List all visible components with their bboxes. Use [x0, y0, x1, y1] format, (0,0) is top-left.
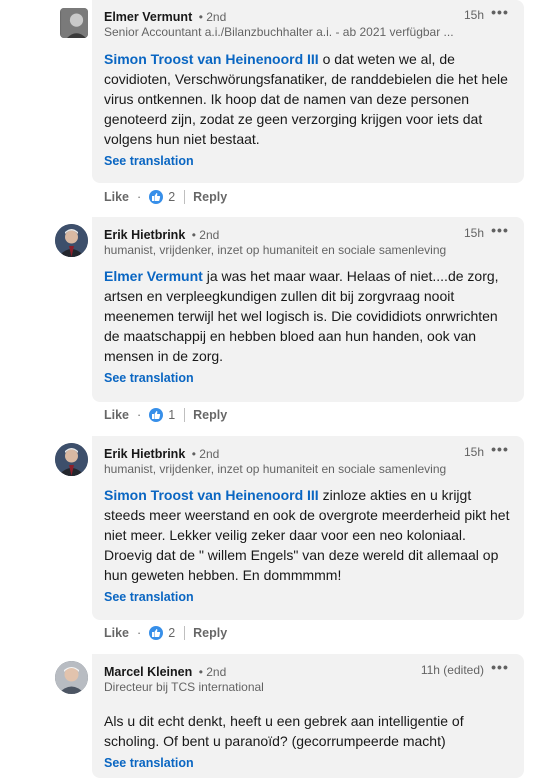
profile-photo-icon [55, 443, 88, 476]
comment-text [104, 266, 512, 366]
reply-button[interactable]: Reply [193, 190, 228, 204]
mention-link[interactable]: Elmer Vermunt [104, 268, 203, 284]
thumbs-up-icon [149, 190, 163, 204]
like-button[interactable]: Like [104, 626, 130, 640]
separator-dot: · [137, 626, 142, 640]
avatar[interactable] [55, 661, 88, 694]
comment-header [104, 222, 512, 242]
timestamp: 15h [463, 8, 484, 22]
comment-body: zinloze akties en u krijgt steeds meer weerstand en ook de overgrote meerderheid pikt het niet meer. Lekker veilig zeker daar voor een neo koloniaal. Droevig dat de " willem Engels" van deze wereld dit allemaal op hun geweten hebben. En dommmmm! [104, 487, 510, 583]
author-name[interactable]: Erik Hietbrink [104, 447, 186, 461]
comment-bubble [92, 436, 524, 620]
author-headline: Senior Accountant a.i./Bilanzbuchhalter a.i. - ab 2021 verfügbar ... [104, 25, 454, 39]
see-translation-link[interactable]: See translation [104, 371, 194, 385]
like-button[interactable]: Like [104, 190, 130, 204]
comment-actions [104, 405, 227, 425]
author-name[interactable]: Elmer Vermunt [104, 10, 193, 24]
avatar[interactable] [55, 224, 88, 257]
reply-button[interactable]: Reply [193, 408, 228, 422]
comment-body: Als u dit echt denkt, heeft u een gebrek aan intelligentie of scholing. Of bent u paranoïd? (gecorrumpeerde macht) [104, 713, 464, 749]
author-name[interactable]: Marcel Kleinen [104, 665, 193, 679]
comment-actions [104, 187, 227, 207]
author-headline: humanist, vrijdenker, inzet op humaniteit en sociale samenleving [104, 462, 447, 476]
reaction-count[interactable]: 1 [168, 408, 176, 422]
comment-body: ja was het maar waar. Helaas of niet....de zorg, artsen en verpleegkundigen zullen dit bij zorgvraag nooit meenemen terwijl het wel logisch is. Die covididiots onrwrichten de maatschappij en hebben bloed aan hun handen, ook van mensen in de zorg. [104, 268, 499, 364]
author-headline: humanist, vrijdenker, inzet op humaniteit en sociale samenleving [104, 243, 447, 257]
more-options-icon[interactable]: ••• [491, 222, 509, 238]
mention-link[interactable]: Simon Troost van Heinenoord III [104, 51, 319, 67]
comment-bubble [92, 0, 524, 183]
timestamp: 11h (edited) [420, 663, 484, 677]
reply-button[interactable]: Reply [193, 626, 228, 640]
divider [184, 408, 185, 422]
reaction-count[interactable]: 2 [168, 626, 176, 640]
like-button[interactable]: Like [104, 408, 130, 422]
avatar[interactable] [60, 8, 88, 38]
comment-header [104, 4, 512, 24]
timestamp: 15h [463, 445, 484, 459]
see-translation-link[interactable]: See translation [104, 756, 194, 770]
timestamp: 15h [463, 226, 484, 240]
comment-text [104, 49, 512, 149]
connection-degree: • 2nd [198, 665, 227, 679]
thumbs-up-icon [149, 408, 163, 422]
author-name[interactable]: Erik Hietbrink [104, 228, 186, 242]
separator-dot: · [137, 408, 142, 422]
comment-bubble [92, 654, 524, 778]
comment-header [104, 441, 512, 461]
connection-degree: • 2nd [198, 10, 227, 24]
see-translation-link[interactable]: See translation [104, 590, 194, 604]
profile-photo-icon [55, 661, 88, 694]
connection-degree: • 2nd [191, 447, 220, 461]
comment-bubble [92, 217, 524, 402]
divider [184, 190, 185, 204]
author-headline: Directeur bij TCS international [104, 680, 264, 694]
thumbs-up-icon [149, 626, 163, 640]
comment-text [104, 711, 512, 751]
comment-text [104, 485, 512, 585]
more-options-icon[interactable]: ••• [491, 659, 509, 675]
avatar[interactable] [55, 443, 88, 476]
see-translation-link[interactable]: See translation [104, 154, 194, 168]
more-options-icon[interactable]: ••• [491, 4, 509, 20]
more-options-icon[interactable]: ••• [491, 441, 509, 457]
mention-link[interactable]: Simon Troost van Heinenoord III [104, 487, 319, 503]
connection-degree: • 2nd [191, 228, 220, 242]
reaction-count[interactable]: 2 [168, 190, 176, 204]
profile-photo-icon [60, 8, 88, 38]
separator-dot: · [137, 190, 142, 204]
profile-photo-icon [55, 224, 88, 257]
comment-body: o dat weten we al, de covidioten, Verschwörungsfanatiker, de randdebielen die het hele virus ontkennen. Ik hoop dat de namen van deze personen genoteerd zijn, zodat ze geen verzorging krijgen voor iets dat volgens hun niet bestaat. [104, 51, 508, 147]
comment-actions [104, 623, 227, 643]
comment-header [104, 659, 512, 679]
divider [184, 626, 185, 640]
